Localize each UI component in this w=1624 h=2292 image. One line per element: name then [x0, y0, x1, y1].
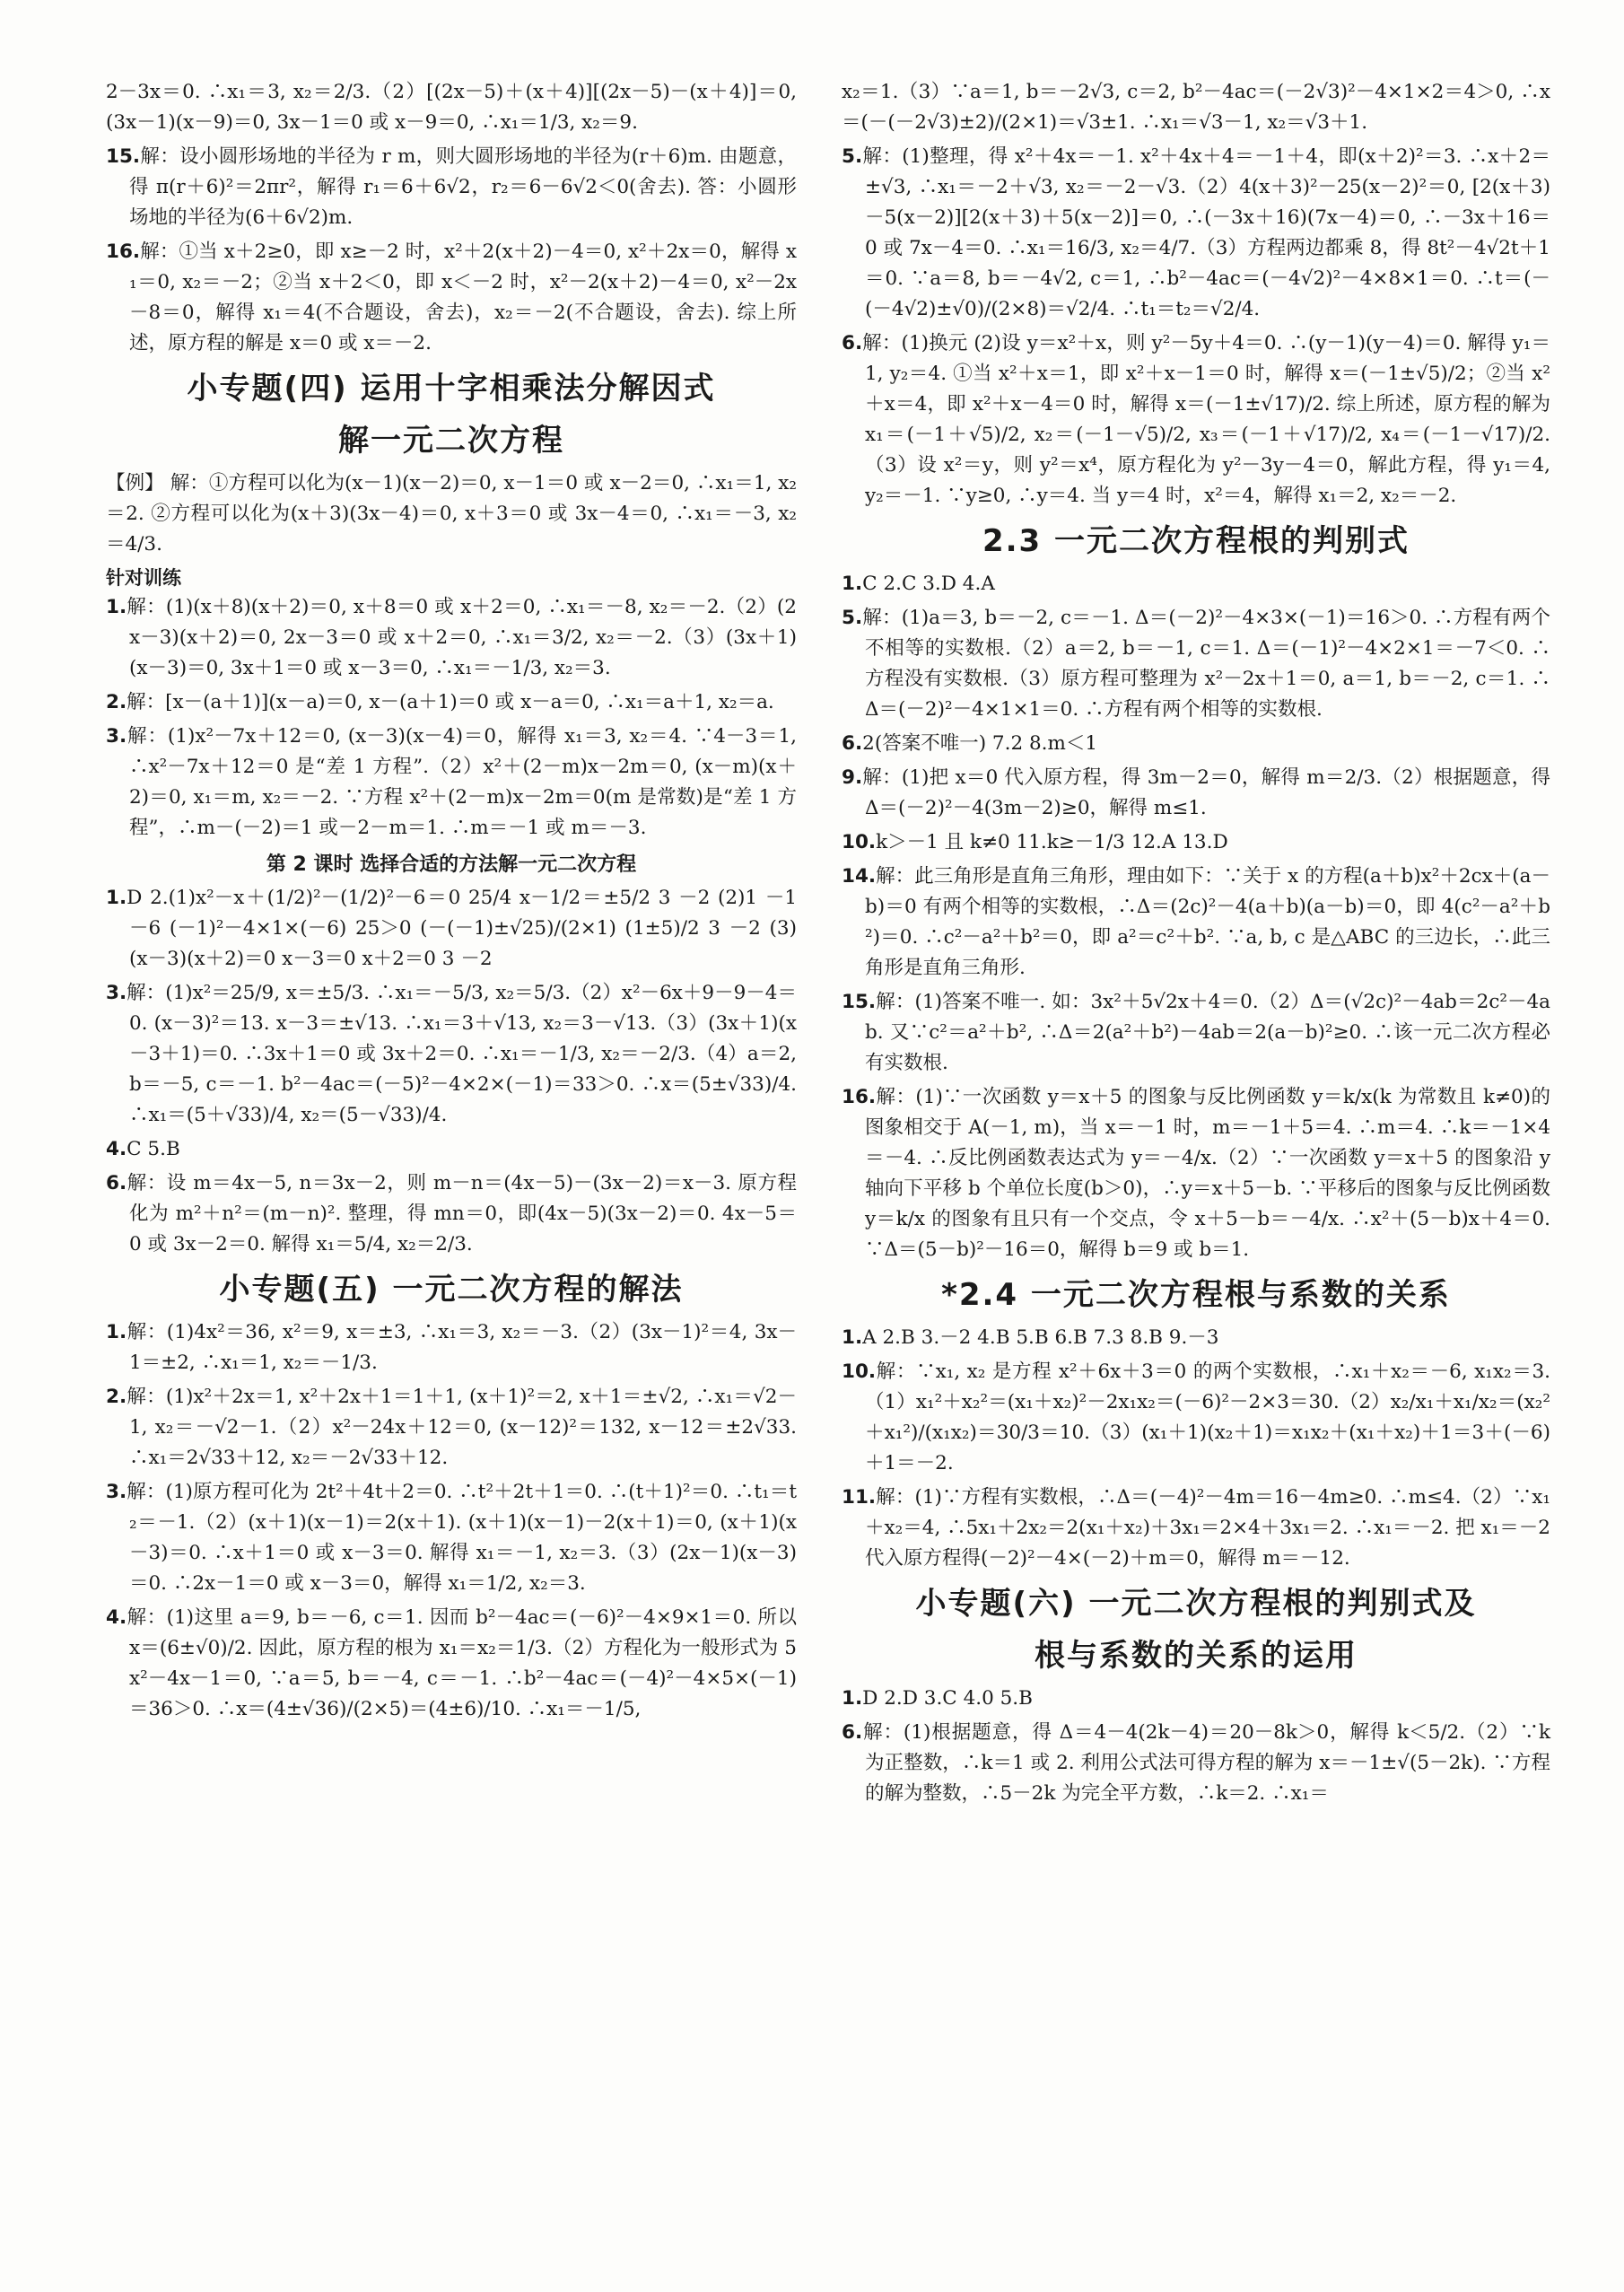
item-text: 解：设小圆形场地的半径为 r m，则大圆形场地的半径为(r＋6)m. 由题意，得 π(r＋6)²＝2πr²，解得 r₁＝6＋6√2，r₂＝6－6√2＜0(舍去). 答：小圆形场地的半径为(6＋6√2)m. [129, 145, 797, 229]
answer-item [106, 1382, 797, 1474]
item-text: 解：(1)∵方程有实数根，∴Δ＝(－4)²－4m＝16－4m≥0. ∴m≤4.（2）∵x₁＋x₂＝4, ∴5x₁＋2x₂＝2(x₁＋x₂)＋3x₁＝2×4＋3x₁＝2. ∴x₁＝－2. 把 x₁＝－2 代入原方程得(－2)²－4×(－2)＋m＝0，解得 m＝－12. [865, 1486, 1550, 1570]
item-text: 解：(1)a＝3, b＝－2, c＝－1. Δ＝(－2)²－4×3×(－1)＝16＞0. ∴方程有两个不相等的实数根.（2）a＝2, b＝－1, c＝1. Δ＝(－1)²－4×2×1＝－7＜0. ∴方程没有实数根.（3）原方程可整理为 x²－2x＋1＝0, a＝1, b＝－2, c＝1. ∴Δ＝(－2)²－4×1×1＝0. ∴方程有两个相等的实数根. [862, 607, 1550, 721]
item-number: 6. [842, 732, 863, 755]
item-number: 1. [842, 1687, 863, 1710]
answer-item [106, 592, 797, 684]
item-text: 解：[x－(a＋1)](x－a)＝0, x－(a＋1)＝0 或 x－a＝0, ∴x₁＝a＋1, x₂＝a. [127, 691, 774, 713]
item-text: 解：(1)∵一次函数 y＝x＋5 的图象与反比例函数 y＝k/x(k 为常数且 k≠0)的图象相交于 A(－1, m)，当 x＝－1 时，m＝－1＋5＝4. ∴m＝4. ∴k＝－1×4＝－4. ∴反比例函数表达式为 y＝－4/x.（2）∵一次函数 y＝x＋5 的图象沿 y 轴向下平移 b 个单位长度(b＞0)，∴y＝x＋5－b. ∵平移后的图象与反比例函数 y＝k/x 的图象有且只有一个交点，令 x＋5－b＝－4/x. ∴x²＋(5－b)x＋4＝0. ∵Δ＝(5－b)²－16＝0，解得 b＝9 或 b＝1. [865, 1086, 1550, 1261]
item-number: 4. [106, 1138, 127, 1160]
item-text: 解：(1)把 x＝0 代入原方程，得 3m－2＝0，解得 m＝2/3.（2）根据题意，得 Δ＝(－2)²－4(3m－2)≥0，解得 m≤1. [862, 766, 1550, 819]
item-number: 4. [106, 1606, 127, 1629]
item-text: 解：①当 x＋2≥0，即 x≥－2 时，x²＋2(x＋2)－4＝0, x²＋2x＝0，解得 x₁＝0, x₂＝－2；②当 x＋2＜0，即 x＜－2 时，x²－2(x＋2)－4＝0, x²－2x－8＝0，解得 x₁＝4(不合题设，舍去)，x₂＝－2(不合题设，舍去). 综上所述，原方程的解是 x＝0 或 x＝－2. [129, 241, 797, 354]
item-text: D 2.(1)x²－x＋(1/2)²－(1/2)²－6＝0 25/4 x－1/2＝±5/2 3 －2 (2)1 －1 －6 (－1)²－4×1×(－6) 25＞0 (－(－1)±√25)/(2×1) (1±5)/2 3 －2 (3)(x－3)(x＋2)＝0 x－3＝0 x＋2＝0 3 －2 [127, 887, 797, 970]
paragraph: x₂＝1.（3）∵a＝1, b＝－2√3, c＝2, b²－4ac＝(－2√3)²－4×1×2＝4＞0, ∴x＝(－(－2√3)±2)/(2×1)＝√3±1. ∴x₁＝√3－1, x₂＝√3＋1. [842, 81, 1550, 134]
item-number: 6. [842, 332, 863, 354]
answer-item [842, 328, 1550, 512]
item-text: 解：(1)换元 (2)设 y＝x²＋x，则 y²－5y＋4＝0. ∴(y－1)(y－4)＝0. 解得 y₁＝1, y₂＝4. ①当 x²＋x＝1，即 x²＋x－1＝0 时，解得 x＝(－1±√5)/2；②当 x²＋x＝4，即 x²＋x－4＝0 时，解得 x＝(－1±√17)/2. 综上所述，原方程的解为 x₁＝(－1＋√5)/2, x₂＝(－1－√5)/2, x₃＝(－1＋√17)/2, x₄＝(－1－√17)/2.（3）设 x²＝y，则 y²＝x⁴，原方程化为 y²－3y－4＝0，解此方程，得 y₁＝4, y₂＝－1. ∵y≥0, ∴y＝4. 当 y＝4 时，x²＝4，解得 x₁＝2, x₂＝－2. [862, 332, 1550, 507]
item-number: 3. [106, 725, 127, 748]
answer-item [842, 142, 1550, 325]
answer-item [842, 1357, 1550, 1479]
left-column [106, 77, 797, 1728]
section-heading: 小专题(四) 运用十字相乘法分解因式 [187, 371, 716, 407]
section-heading: 小专题(五) 一元二次方程的解法 [219, 1272, 684, 1308]
item-number: 6. [106, 1172, 127, 1194]
item-text: 解：设 m＝4x－5, n＝3x－2，则 m－n＝(4x－5)－(3x－2)＝x－3. 原方程化为 m²＋n²＝(m－n)². 整理，得 mn＝0，即(4x－5)(3x－2)＝0. 4x－5＝0 或 3x－2＝0. 解得 x₁＝5/4, x₂＝2/3. [127, 1172, 797, 1255]
item-text: 解：(1)原方程可化为 2t²＋4t＋2＝0. ∴t²＋2t＋1＝0. ∴(t＋1)²＝0. ∴t₁＝t₂＝－1.（2）(x＋1)(x－1)＝2(x＋1). (x＋1)(x－1)－2(x＋1)＝0, (x＋1)(x－3)＝0. ∴x＋1＝0 或 x－3＝0. 解得 x₁＝－1, x₂＝3.（3）(2x－1)(x－3)＝0. ∴2x－1＝0 或 x－3＝0，解得 x₁＝1/2, x₂＝3. [127, 1481, 797, 1595]
item-number: 15. [106, 145, 141, 168]
item-number: 1. [842, 573, 863, 595]
item-text: 解：(1)根据题意，得 Δ＝4－4(2k－4)＝20－8k＞0，解得 k＜5/2.（2）∵k 为正整数，∴k＝1 或 2. 利用公式法可得方程的解为 x＝－1±√(5－2k). ∵方程的解为整数，∴5－2k 为完全平方数，∴k＝2. ∴x₁＝ [862, 1721, 1550, 1805]
item-number: 5. [842, 607, 863, 629]
item-text: 解：(1)4x²＝36, x²＝9, x＝±3, ∴x₁＝3, x₂＝－3.（2）(3x－1)²＝4, 3x－1＝±2, ∴x₁＝1, x₂＝－1/3. [127, 1321, 797, 1374]
answer-item [106, 1317, 797, 1378]
item-number: 10. [842, 1360, 877, 1383]
item-number: 1. [106, 1321, 127, 1343]
item-number: 2. [106, 1386, 127, 1408]
answer-item [842, 862, 1550, 984]
answer-item [842, 1323, 1550, 1353]
answer-item [106, 1168, 797, 1260]
section-heading: 2.3 一元二次方程根的判别式 [982, 523, 1410, 559]
item-text: A 2.B 3.－2 4.B 5.B 6.B 7.3 8.B 9.－3 [862, 1326, 1219, 1349]
answer-item [106, 978, 797, 1131]
item-text: 解：(1)x²＋2x＝1, x²＋2x＋1＝1＋1, (x＋1)²＝2, x＋1＝±√2, ∴x₁＝√2－1, x₂＝－√2－1.（2）x²－24x＋12＝0, (x－12)²＝132, x－12＝±2√33. ∴x₁＝2√33＋12, x₂＝－2√33＋12. [127, 1386, 797, 1469]
item-text: C 5.B [127, 1138, 180, 1160]
answer-item [842, 987, 1550, 1079]
right-column [842, 77, 1550, 1813]
item-number: 1. [106, 596, 127, 618]
answer-item [842, 827, 1550, 858]
item-number: 16. [842, 1086, 877, 1108]
section-heading: *2.4 一元二次方程根与系数的关系 [941, 1277, 1451, 1313]
item-text: 解：(1)x²－7x＋12＝0, (x－3)(x－4)＝0，解得 x₁＝3, x₂＝4. ∵4－3＝1, ∴x²－7x＋12＝0 是“差 1 方程”.（2）x²＋(2－m)x－2m＝0, (x－m)(x＋2)＝0, x₁＝m, x₂＝－2. ∵方程 x²＋(2－m)x－2m＝0(m 是常数)是“差 1 方程”，∴m－(－2)＝1 或－2－m＝1. ∴m＝－1 或 m＝－3. [127, 725, 797, 839]
section-heading: 小专题(六) 一元二次方程根的判别式及 [915, 1586, 1477, 1622]
item-text: k＞－1 且 k≠0 11.k≥－1/3 12.A 13.D [876, 831, 1228, 853]
item-number: 9. [842, 766, 863, 789]
item-number: 15. [842, 991, 877, 1013]
item-text: 解：(1)整理，得 x²＋4x＝－1. x²＋4x＋4＝－1＋4，即(x＋2)²＝3. ∴x＋2＝±√3, ∴x₁＝－2＋√3, x₂＝－2－√3.（2）4(x＋3)²－25(x－2)²＝0, [2(x＋3)－5(x－2)][2(x＋3)＋5(x－2)]＝0, ∴(－3x＋16)(7x－4)＝0, ∴－3x＋16＝0 或 7x－4＝0. ∴x₁＝16/3, x₂＝4/7.（3）方程两边都乘 8，得 8t²－4√2t＋1＝0. ∵a＝8, b＝－4√2, c＝1, ∴b²－4ac＝(－4√2)²－4×8×1＝0. ∴t＝(－(－4√2)±√0)/(2×8)＝√2/4. ∴t₁＝t₂＝√2/4. [862, 145, 1550, 320]
paragraph: 【例】 解：①方程可以化为(x－1)(x－2)＝0, x－1＝0 或 x－2＝0, ∴x₁＝1, x₂＝2. ②方程可以化为(x＋3)(3x－4)＝0, x＋3＝0 或 3x－4＝0, ∴x₁＝－3, x₂＝4/3. [106, 472, 797, 556]
paragraph: 2－3x＝0. ∴x₁＝3, x₂＝2/3.（2）[(2x－5)＋(x＋4)][(2x－5)－(x＋4)]＝0, (3x－1)(x－9)＝0, 3x－1＝0 或 x－9＝0, ∴x₁＝1/3, x₂＝9. [106, 81, 797, 134]
item-text: 解：(1)(x＋8)(x＋2)＝0, x＋8＝0 或 x＋2＝0, ∴x₁＝－8, x₂＝－2.（2）(2x－3)(x＋2)＝0, 2x－3＝0 或 x＋2＝0, ∴x₁＝3/2, x₂＝－2.（3）(3x＋1)(x－3)＝0, 3x＋1＝0 或 x－3＝0, ∴x₁＝－1/3, x₂＝3. [127, 596, 797, 679]
item-number: 1. [842, 1326, 863, 1349]
item-number: 5. [842, 145, 863, 168]
answer-item [842, 569, 1550, 599]
answer-item [106, 1603, 797, 1725]
item-number: 10. [842, 831, 877, 853]
item-number: 3. [106, 982, 127, 1004]
item-text: 解：此三角形是直角三角形，理由如下：∵关于 x 的方程(a＋b)x²＋2cx＋(a－b)＝0 有两个相等的实数根，∴Δ＝(2c)²－4(a＋b)(a－b)＝0，即 4(c²－a²＋b²)＝0. ∴c²－a²＋b²＝0，即 a²＝c²＋b². ∵a, b, c 是△ABC 的三边长，∴此三角形是直角三角形. [865, 865, 1550, 979]
answer-item [842, 603, 1550, 725]
section-heading: 根与系数的关系的运用 [1035, 1638, 1358, 1674]
item-text: 解：(1)x²＝25/9, x＝±5/3. ∴x₁＝－5/3, x₂＝5/3.（2）x²－6x＋9－9－4＝0. (x－3)²＝13. x－3＝±√13. ∴x₁＝3＋√13, x₂＝3－√13.（3）(3x＋1)(x－3＋1)＝0. ∴3x＋1＝0 或 3x＋2＝0. ∴x₁＝－1/3, x₂＝－2/3.（4）a＝2, b＝－5, c＝－1. b²－4ac＝(－5)²－4×2×(－1)＝33＞0. ∴x＝(5±√33)/4. ∴x₁＝(5＋√33)/4, x₂＝(5－√33)/4. [127, 982, 797, 1126]
answer-item [842, 1684, 1550, 1714]
answer-item [106, 1134, 797, 1165]
answer-item [106, 883, 797, 975]
item-number: 11. [842, 1486, 877, 1509]
answer-item [842, 1718, 1550, 1809]
item-text: 解：(1)答案不唯一. 如：3x²＋5√2x＋4＝0.（2）Δ＝(√2c)²－4ab＝2c²－4ab. 又∵c²＝a²＋b², ∴Δ＝2(a²＋b²)－4ab＝2(a－b)²≥0. ∴该一元二次方程必有实数根. [865, 991, 1550, 1074]
item-number: 3. [106, 1481, 127, 1503]
answer-item [106, 687, 797, 718]
item-text: D 2.D 3.C 4.0 5.B [862, 1687, 1033, 1710]
answer-item [106, 722, 797, 844]
item-number: 6. [842, 1721, 863, 1744]
item-text: C 2.C 3.D 4.A [862, 573, 995, 595]
item-number: 2. [106, 691, 127, 713]
item-number: 1. [106, 887, 127, 909]
answer-item [106, 1477, 797, 1599]
item-text: 解：(1)这里 a＝9, b＝－6, c＝1. 因而 b²－4ac＝(－6)²－4×9×1＝0. 所以 x＝(6±√0)/2. 因此，原方程的根为 x₁＝x₂＝1/3.（2）方程化为一般形式为 5x²－4x－1＝0, ∵a＝5, b＝－4, c＝－1. ∴b²－4ac＝(－4)²－4×5×(－1)＝36＞0. ∴x＝(4±√36)/(2×5)＝(4±6)/10. ∴x₁＝－1/5, [127, 1606, 797, 1720]
answer-item [106, 142, 797, 233]
answer-item [842, 1483, 1550, 1574]
item-text: 2(答案不唯一) 7.2 8.m＜1 [862, 732, 1098, 755]
item-number: 16. [106, 241, 141, 263]
answer-item [842, 1082, 1550, 1265]
section-heading: 第 2 课时 选择合适的方法解一元二次方程 [266, 853, 637, 876]
section-heading: 针对训练 [106, 567, 181, 589]
item-number: 14. [842, 865, 877, 888]
answer-item [106, 237, 797, 359]
item-text: 解：∵x₁, x₂ 是方程 x²＋6x＋3＝0 的两个实数根，∴x₁＋x₂＝－6, x₁x₂＝3.（1）x₁²＋x₂²＝(x₁＋x₂)²－2x₁x₂＝(－6)²－2×3＝30.（2）x₂/x₁＋x₁/x₂＝(x₂²＋x₁²)/(x₁x₂)＝30/3＝10.（3）(x₁＋1)(x₂＋1)＝x₁x₂＋(x₁＋x₂)＋1＝3＋(－6)＋1＝－2. [865, 1360, 1550, 1474]
answer-item [842, 729, 1550, 759]
section-heading: 解一元二次方程 [338, 423, 564, 459]
answer-item [842, 763, 1550, 824]
